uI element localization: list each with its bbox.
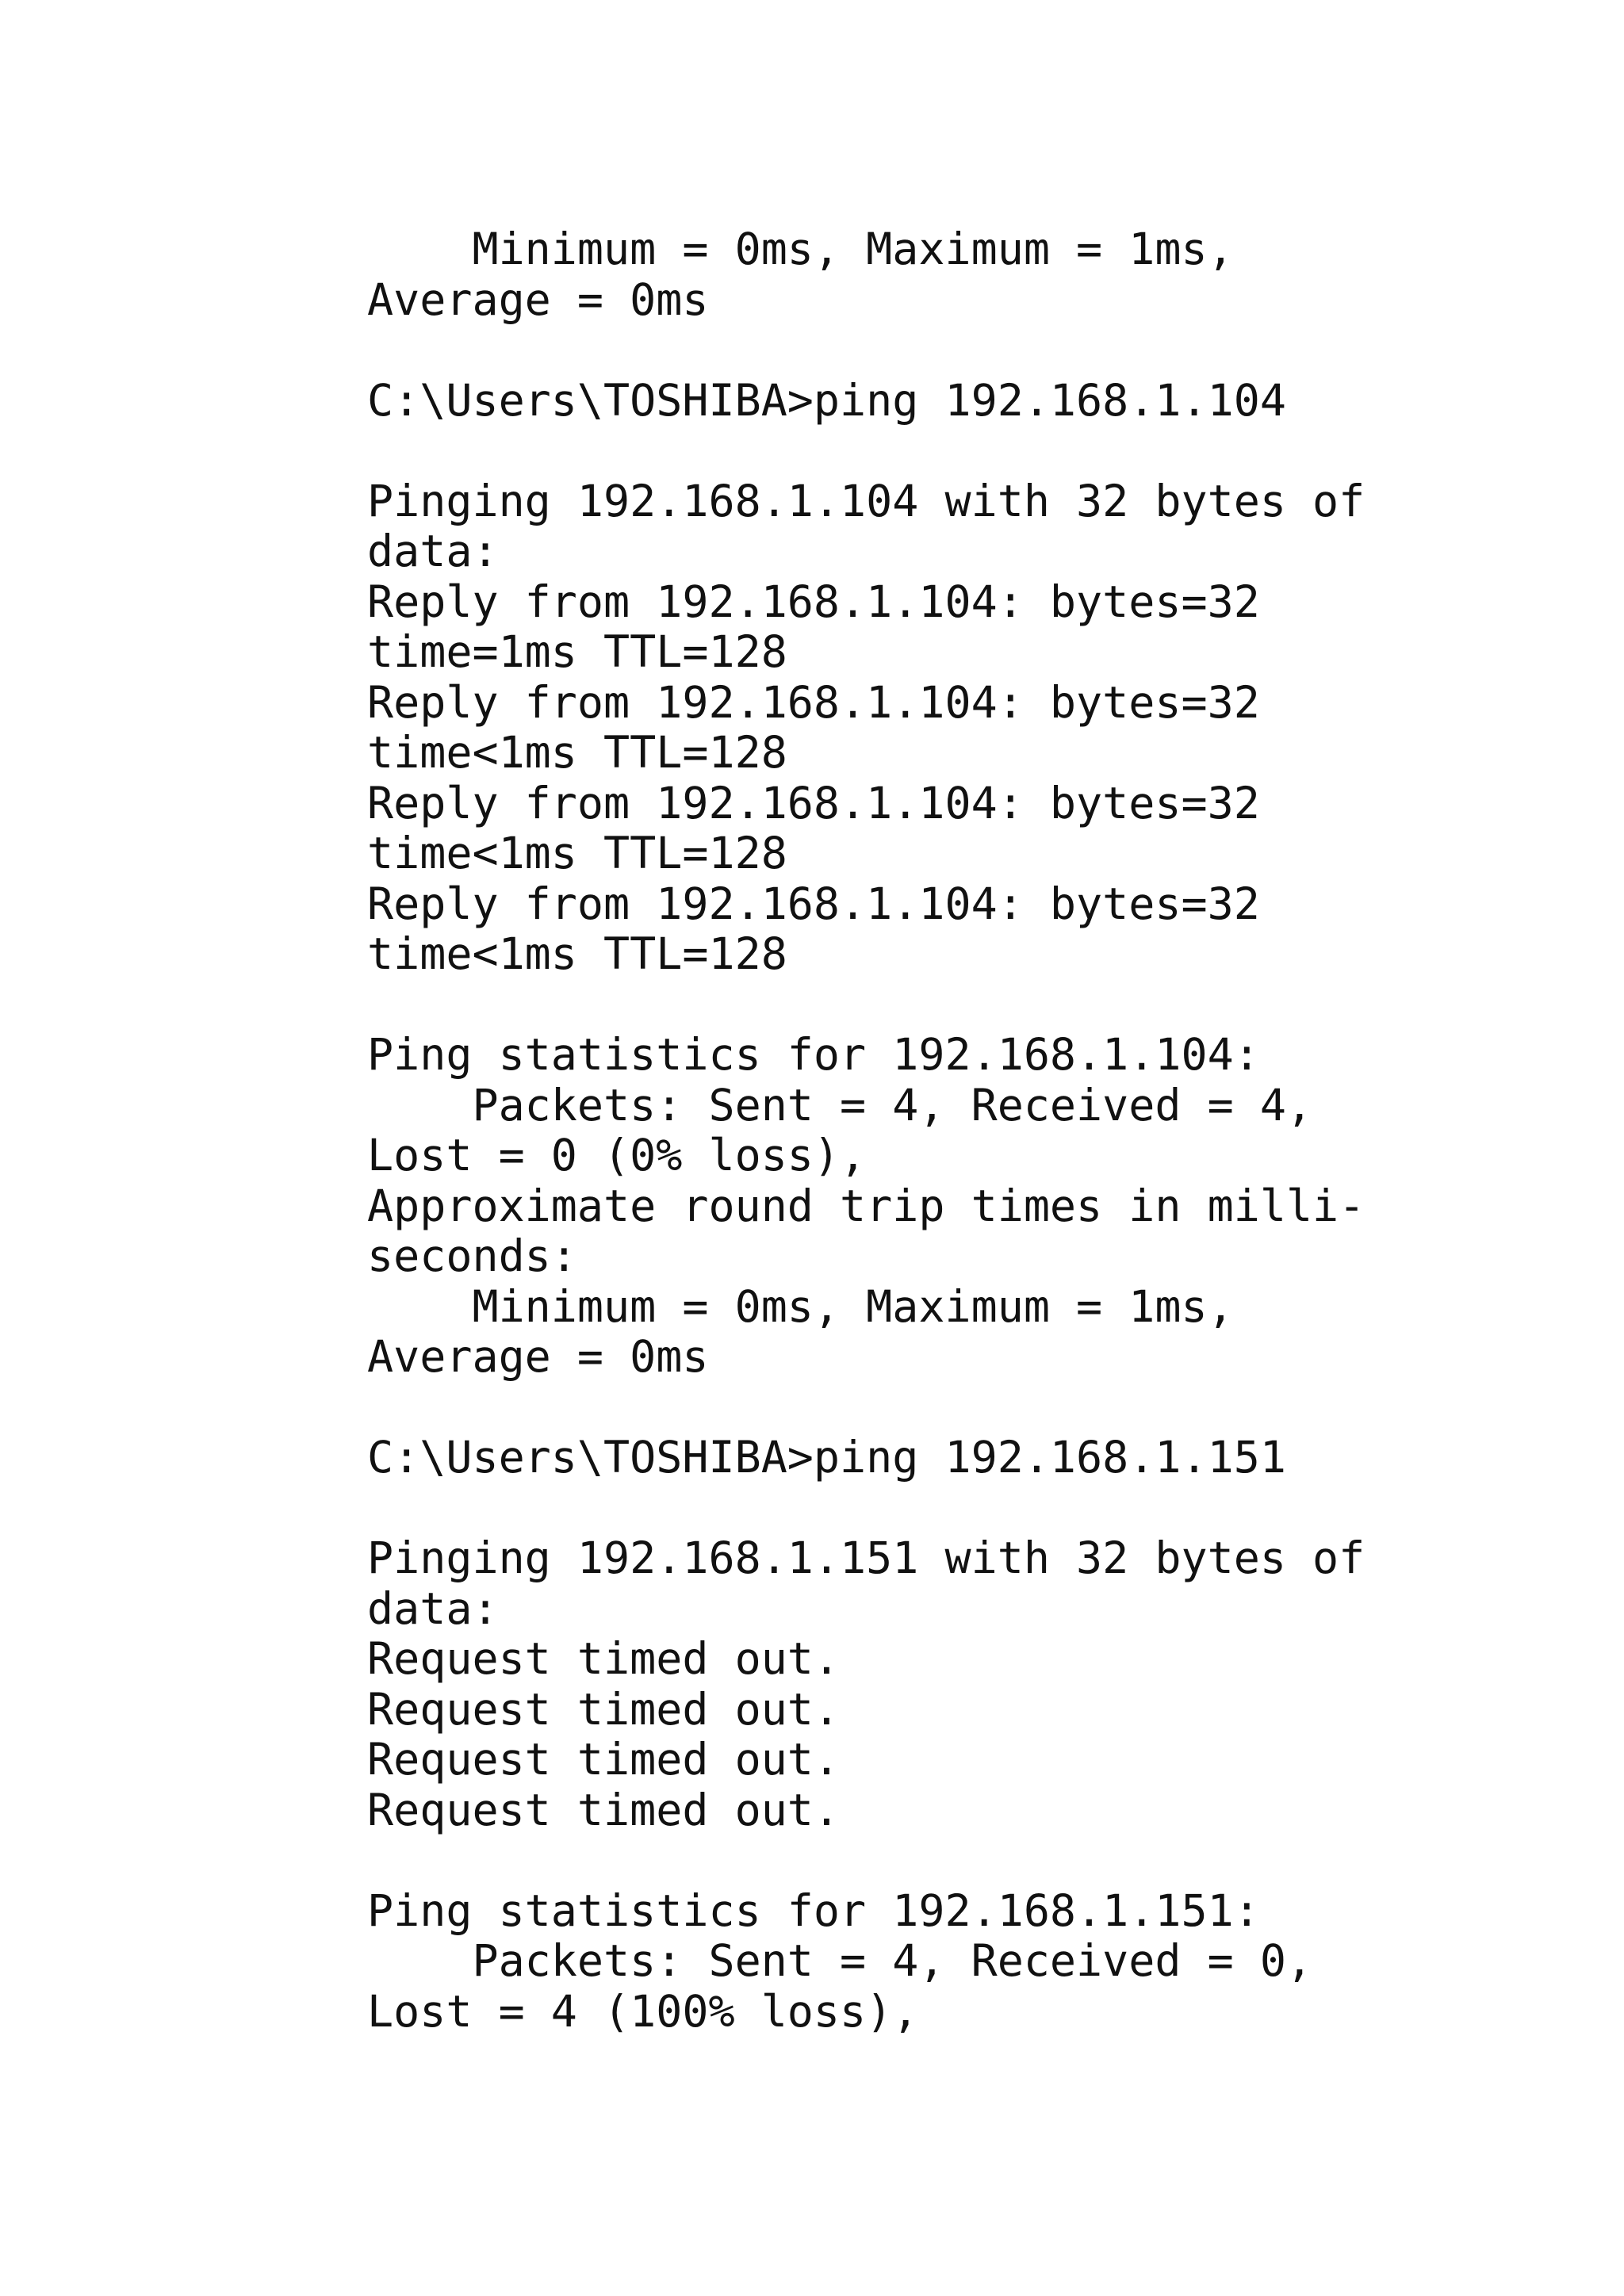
output-line: Minimum = 0ms, Maximum = 1ms, — [367, 224, 1234, 274]
output-line: Pinging 192.168.1.151 with 32 bytes of — [367, 1533, 1365, 1583]
output-line: Packets: Sent = 4, Received = 4, — [367, 1079, 1313, 1131]
output-line: Request timed out. — [367, 1633, 841, 1684]
output-line: Reply from 192.168.1.104: bytes=32 — [367, 576, 1260, 627]
output-line: Minimum = 0ms, Maximum = 1ms, — [367, 1280, 1234, 1332]
output-line: seconds: — [367, 1230, 577, 1281]
output-line: time=1ms TTL=128 — [367, 626, 787, 677]
output-line: time<1ms TTL=128 — [367, 928, 787, 979]
output-line: Average = 0ms — [367, 274, 709, 325]
output-line: time<1ms TTL=128 — [367, 727, 787, 778]
output-line: Request timed out. — [367, 1784, 841, 1835]
output-line: Ping statistics for 192.168.1.104: — [367, 1029, 1260, 1080]
output-line: Packets: Sent = 4, Received = 0, — [367, 1935, 1313, 1986]
output-line: Ping statistics for 192.168.1.151: — [367, 1885, 1260, 1936]
output-line: Reply from 192.168.1.104: bytes=32 — [367, 878, 1260, 929]
output-line: C:\Users\TOSHIBA>ping 192.168.1.151 — [367, 1432, 1286, 1483]
output-line: Reply from 192.168.1.104: bytes=32 — [367, 777, 1260, 828]
output-line: Request timed out. — [367, 1683, 841, 1735]
output-line — [367, 980, 1557, 1031]
output-line — [367, 1383, 1557, 1433]
output-line: Lost = 4 (100% loss), — [367, 1985, 919, 2037]
output-line: Request timed out. — [367, 1734, 841, 1785]
output-line — [367, 426, 1557, 476]
output-line: C:\Users\TOSHIBA>ping 192.168.1.104 — [367, 374, 1286, 426]
output-line: Average = 0ms — [367, 1331, 709, 1382]
ping-output-text — [367, 224, 1557, 2037]
output-line — [367, 1483, 1557, 1534]
output-line: time<1ms TTL=128 — [367, 828, 787, 878]
output-line: Lost = 0 (0% loss), — [367, 1130, 867, 1181]
output-line — [367, 1835, 1557, 1886]
output-line: Reply from 192.168.1.104: bytes=32 — [367, 676, 1260, 728]
output-line: Approximate round trip times in milli- — [367, 1180, 1365, 1231]
output-line — [367, 325, 1557, 376]
output-line: Pinging 192.168.1.104 with 32 bytes of — [367, 475, 1365, 526]
output-line: data: — [367, 1582, 499, 1634]
output-line: data: — [367, 526, 499, 576]
